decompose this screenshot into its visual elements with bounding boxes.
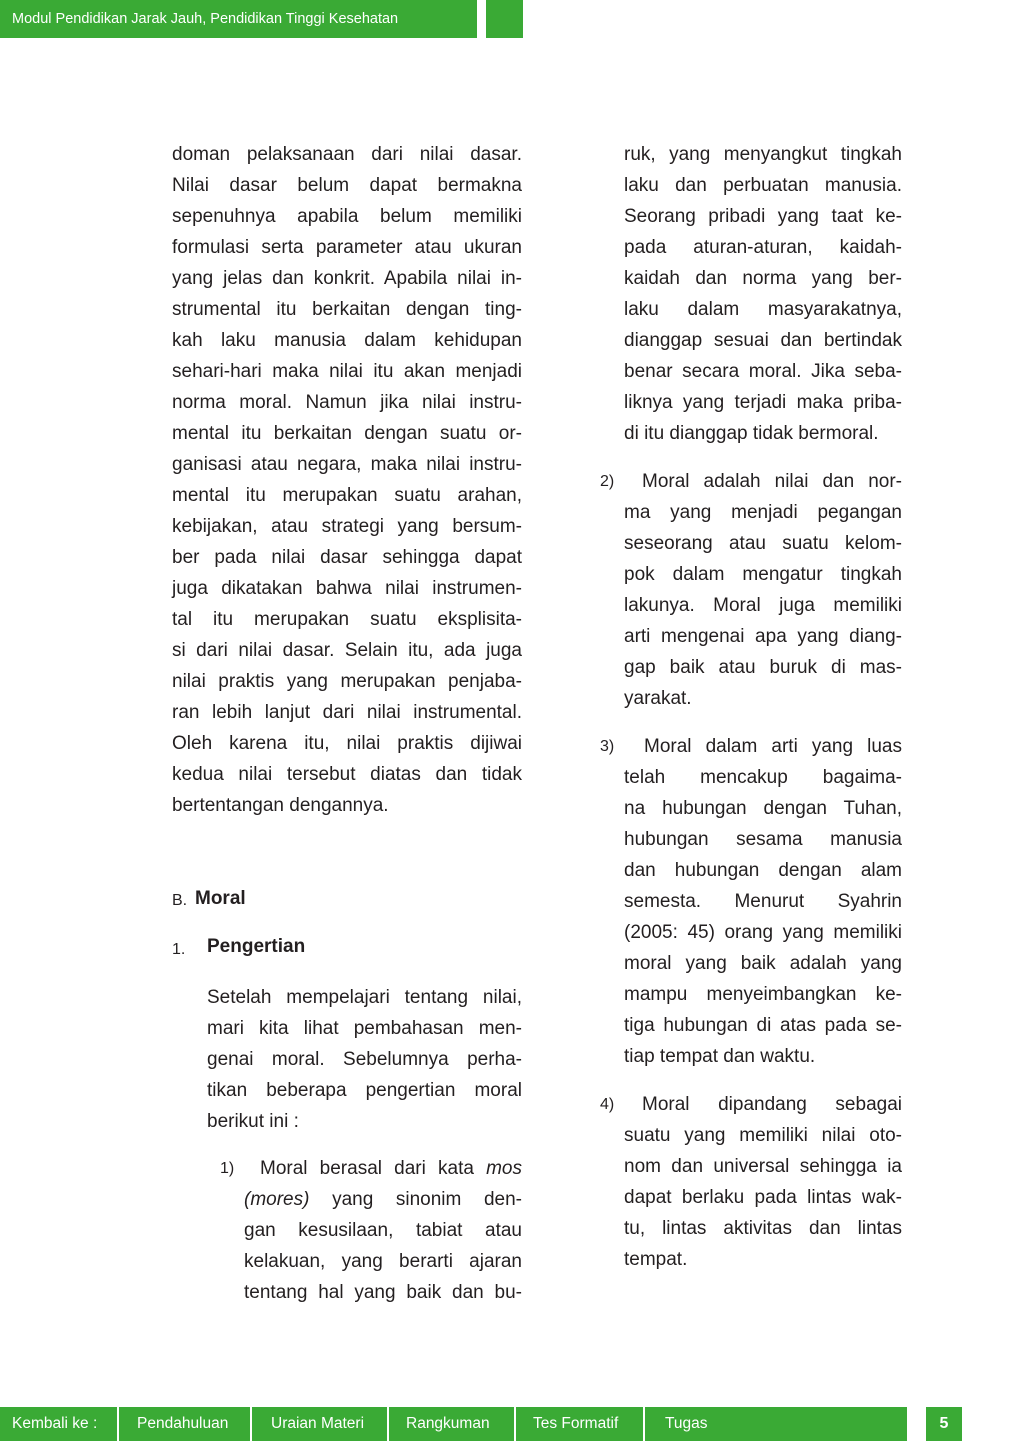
text-line: Setelah mempelajari tentang nilai, — [207, 987, 522, 1008]
text-line: benar secara moral. Jika seba- — [624, 361, 902, 382]
text-segment: Moral berasal dari kata — [260, 1158, 487, 1179]
header-bar — [0, 0, 477, 38]
list-item-3 — [624, 731, 902, 1072]
text-line: doman pelaksanaan dari nilai dasar. — [172, 144, 522, 165]
text-line — [624, 1089, 902, 1120]
text-line: kaidah dan norma yang ber- — [624, 268, 902, 289]
list-item-1 — [244, 1153, 522, 1308]
list-number: 4) — [600, 1096, 615, 1113]
text-line: hubungan sesama manusia — [624, 829, 902, 850]
text-segment: Moral dalam arti yang luas — [644, 736, 902, 757]
header-title: Modul Pendidikan Jarak Jauh, Pendidikan Tinggi Kesehatan — [12, 11, 399, 27]
text-line: ber pada nilai dasar sehingga dapat — [172, 547, 522, 568]
text-line: di itu dianggap tidak bermoral. — [624, 423, 879, 444]
text-line: liknya yang terjadi maka priba- — [624, 392, 902, 413]
nav-link-rangkuman[interactable]: Rangkuman — [406, 1415, 490, 1432]
text-line: tempat. — [624, 1249, 688, 1270]
text-line: formulasi serta parameter atau ukuran — [172, 237, 522, 258]
text-line: ganisasi atau negara, maka nilai instru- — [172, 454, 522, 475]
footer-nav — [0, 1407, 907, 1441]
text-line — [624, 731, 902, 762]
text-line: ma yang menjadi pegangan — [624, 502, 902, 523]
text-line: mental itu berkaitan dengan suatu or- — [172, 423, 522, 444]
back-to-label: Kembali ke : — [12, 1415, 98, 1432]
text-line: sepenuhnya apabila belum memiliki — [172, 206, 522, 227]
text-line: gap baik atau buruk di mas- — [624, 657, 902, 678]
nav-link-uraian-materi[interactable]: Uraian Materi — [271, 1415, 365, 1432]
text-line: na hubungan dengan Tuhan, — [624, 798, 902, 819]
text-segment: mos — [486, 1158, 522, 1179]
text-line: laku dalam masyarakatnya, — [624, 299, 902, 320]
text-line: tikan beberapa pengertian moral — [207, 1080, 522, 1101]
page-number: 5 — [926, 1407, 962, 1441]
text-line: mental itu merupakan suatu arahan, — [172, 485, 522, 506]
text-line: moral yang baik adalah yang — [624, 953, 902, 974]
subsection-label: 1. — [172, 941, 186, 958]
text-segment: Moral dipandang sebagai — [642, 1094, 902, 1115]
text-line: kah laku manusia dalam kehidupan — [172, 330, 522, 351]
nav-divider — [387, 1407, 389, 1441]
text-line: tiga hubungan di atas pada se- — [624, 1015, 902, 1036]
text-line: tiap tempat dan waktu. — [624, 1046, 816, 1067]
text-line: nom dan universal sehingga ia — [624, 1156, 902, 1177]
text-line: Oleh karena itu, nilai praktis dijiwai — [172, 733, 522, 754]
list-item-4 — [624, 1089, 902, 1275]
text-line: nilai praktis yang merupakan penjaba- — [172, 671, 522, 692]
text-line: berikut ini : — [207, 1111, 299, 1132]
list-item-2 — [624, 466, 902, 714]
text-line: tu, lintas aktivitas dan lintas — [624, 1218, 902, 1239]
text-line: semesta. Menurut Syahrin — [624, 891, 902, 912]
text-line: pok dalam mengatur tingkah — [624, 564, 902, 585]
header-accent-square — [486, 0, 523, 38]
nav-link-tugas[interactable]: Tugas — [665, 1415, 708, 1432]
text-line: strumental itu berkaitan dengan ting- — [172, 299, 522, 320]
list-number: 2) — [600, 473, 615, 490]
intro-paragraph — [207, 982, 522, 1137]
text-line — [244, 1153, 522, 1184]
text-line: telah mencakup bagaima- — [624, 767, 902, 788]
section-label: B. — [172, 892, 188, 909]
text-line: tentang hal yang baik dan bu- — [244, 1282, 522, 1303]
left-column-paragraph — [172, 139, 522, 821]
text-line: lakunya. Moral juga memiliki — [624, 595, 902, 616]
list-number: 3) — [600, 738, 615, 755]
nav-divider — [250, 1407, 252, 1441]
text-line: sehari-hari maka nilai itu akan menjadi — [172, 361, 522, 382]
text-line: si dari nilai dasar. Selain itu, ada juga — [172, 640, 522, 661]
text-line: mari kita lihat pembahasan men- — [207, 1018, 522, 1039]
text-line: yarakat. — [624, 688, 692, 709]
text-line: juga dikatakan bahwa nilai instrumen- — [172, 578, 522, 599]
text-line: ruk, yang menyangkut tingkah — [624, 144, 902, 165]
text-line: Seorang pribadi yang taat ke- — [624, 206, 902, 227]
text-line: arti mengenai apa yang diang- — [624, 626, 902, 647]
text-segment: Moral adalah nilai dan nor- — [642, 471, 902, 492]
text-line: norma moral. Namun jika nilai instru- — [172, 392, 522, 413]
list-number: 1) — [220, 1160, 235, 1177]
nav-divider — [117, 1407, 119, 1441]
nav-link-tes-formatif[interactable]: Tes Formatif — [533, 1415, 619, 1432]
text-line: yang jelas dan konkrit. Apabila nilai in- — [172, 268, 522, 289]
text-line: mampu menyeimbangkan ke- — [624, 984, 902, 1005]
text-segment: (mores) — [244, 1189, 310, 1210]
text-line: (2005: 45) orang yang memiliki — [624, 922, 902, 943]
text-line — [624, 466, 902, 497]
text-line: tal itu merupakan suatu eksplisita- — [172, 609, 522, 630]
text-line: laku dan perbuatan manusia. — [624, 175, 902, 196]
text-line: seseorang atau suatu kelom- — [624, 533, 902, 554]
text-line — [244, 1184, 522, 1215]
text-line: dianggap sesuai dan bertindak — [624, 330, 902, 351]
text-line: pada aturan-aturan, kaidah- — [624, 237, 902, 258]
text-line: suatu yang memiliki nilai oto- — [624, 1125, 902, 1146]
list-item-1-continued — [624, 139, 902, 449]
nav-link-pendahuluan[interactable]: Pendahuluan — [137, 1415, 229, 1432]
text-line: ran lebih lanjut dari nilai instrumental. — [172, 702, 522, 723]
text-line: kebijakan, atau strategi yang bersum- — [172, 516, 522, 537]
nav-divider — [514, 1407, 516, 1441]
text-line: dapat berlaku pada lintas wak- — [624, 1187, 902, 1208]
text-line: dan hubungan dengan alam — [624, 860, 902, 881]
text-segment: yang sinonim den- — [309, 1189, 522, 1210]
text-line: kelakuan, yang berarti ajaran — [244, 1251, 522, 1272]
text-line: genai moral. Sebelumnya perha- — [207, 1049, 522, 1070]
text-line: bertentangan dengannya. — [172, 795, 389, 816]
text-line: Nilai dasar belum dapat bermakna — [172, 175, 522, 196]
nav-divider — [643, 1407, 645, 1441]
subsection-title: Pengertian — [207, 936, 306, 957]
text-line: gan kesusilaan, tabiat atau — [244, 1220, 522, 1241]
section-title: Moral — [195, 888, 246, 909]
text-line: kedua nilai tersebut diatas dan tidak — [172, 764, 522, 785]
